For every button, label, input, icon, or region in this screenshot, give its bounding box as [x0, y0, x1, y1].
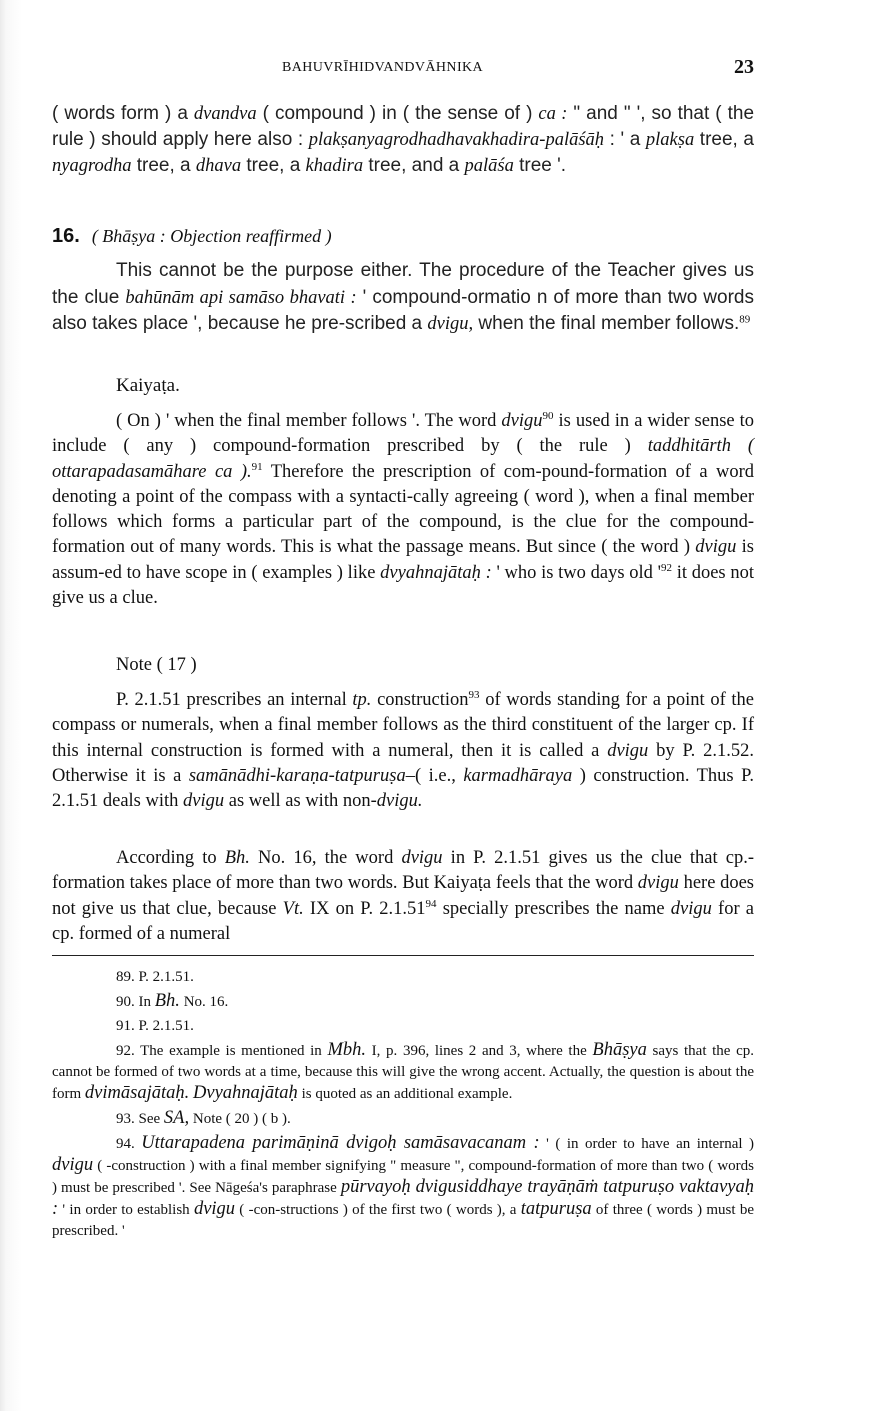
italic-term: tatpuruṣa [520, 1199, 592, 1219]
text-run: ) construction. Thus P. 2.1.51 deals with [52, 765, 754, 812]
italic-term: dvyahnajātaḥ : [380, 562, 492, 583]
section-number: 16. [52, 225, 80, 247]
italic-term: palāśa [464, 156, 514, 176]
text-run: here does not give us that clue, because [52, 873, 754, 919]
text-run: 89. P. 2.1.51. [116, 969, 194, 985]
text-run: P. 2.1.51 prescribes an internal [116, 690, 353, 710]
text-run: when the final member follows. [473, 313, 740, 334]
italic-term: dhava [195, 156, 242, 176]
italic-term: nyagrodha [52, 156, 132, 176]
text-run: No. 16, the word [249, 848, 402, 868]
italic-term: pūrvayoḥ dvigusiddhaye trayāṇāṁ tatpuruṣo vaktavyaḥ : [52, 1177, 755, 1219]
paragraph-bhasya [52, 258, 754, 338]
paragraph-note-1 [52, 688, 754, 814]
italic-term: tp. [352, 690, 372, 710]
text-run: is assum-ed to have scope in ( examples ) like [52, 537, 754, 583]
section-title: ( Bhāṣya : Objection reaffirmed ) [91, 226, 332, 246]
text-run: ' compound-ormatio n of more than two words also takes place ', because he pre-scribed a [52, 286, 754, 334]
text-run: of three ( words ) must be prescribed. ' [52, 1202, 754, 1239]
text-run: According to [116, 848, 225, 868]
italic-term: plakṣa [645, 130, 695, 150]
text-run: tree '. [513, 155, 567, 176]
footnote-ref: 92 [660, 561, 672, 574]
running-title: BAHUVRĪHIDVANDVĀHNIKA [282, 60, 484, 75]
italic-term: dvigu [695, 537, 737, 558]
italic-term: SA, [163, 1108, 190, 1128]
paragraph-continued [52, 101, 754, 179]
text-run: ' who is two days old ' [491, 562, 661, 583]
italic-term: dvandva [193, 104, 257, 124]
text-run: in P. 2.1.51 gives us the clue that cp.-formation takes place of more than two words. But Kaiyaṭa feels that the word [52, 848, 754, 894]
text-run: 92. The example is mentioned in [116, 1043, 328, 1059]
italic-term: dvigu [607, 740, 649, 761]
footnote-93 [52, 1108, 754, 1130]
italic-term: Dvyahnajātaḥ [193, 1083, 298, 1103]
paragraph-kaiyata [52, 409, 754, 611]
text-run: it does not give us a clue. [52, 562, 754, 609]
italic-term: ca : [538, 104, 568, 124]
text-run: 93. See [116, 1111, 164, 1127]
footnote-rule [52, 955, 754, 956]
text-run: as well as with non- [224, 791, 377, 812]
text-run: specially prescribes the name [436, 898, 671, 919]
footnote-ref: 93 [468, 688, 480, 701]
text-run: ( words form ) a [52, 103, 194, 124]
text-run: construction [371, 690, 469, 710]
italic-term: karmadhāraya [463, 765, 573, 786]
text-run: ( -con-structions ) of the first two ( words ), a [235, 1202, 521, 1218]
text-run: for a cp. formed of a numeral [52, 898, 754, 944]
italic-term: taddhitārth ( ottarapadasamāhare ca ). [52, 436, 754, 482]
italic-term: Bh. [154, 991, 180, 1011]
italic-term: dvigu [501, 411, 543, 431]
text-run: tree, a [241, 155, 306, 176]
text-run: ( On ) ' when the final member follows '. The word [116, 411, 502, 431]
text-run: ( -construction ) with a final member signifying " measure ", compound-formation of more than two ( words ) must be prescribed '. See Nāgeśa's paraphrase [52, 1158, 754, 1196]
italic-term: dvigu [193, 1199, 236, 1219]
italic-term: dvigu [52, 1155, 94, 1175]
italic-term: dvigu, [427, 314, 474, 334]
footnote-ref: 89 [739, 313, 751, 326]
text-run: IX on P. 2.1.51 [303, 898, 426, 919]
text-run: This cannot be the purpose either. The procedure of the Teacher gives us the clue [52, 260, 754, 308]
text-run: of words standing for a point of the compass or numerals, when a final member follows as the third constituent of the larger cp. If this internal construction is formed with a numeral, then it is called a [52, 690, 755, 761]
text-run: tree, and a [363, 155, 465, 176]
page-number: 23 [734, 56, 754, 78]
section-heading [52, 225, 754, 248]
footnote-ref: 91 [251, 460, 263, 473]
footnote-ref: 94 [425, 897, 437, 910]
italic-term: dvigu [637, 873, 679, 894]
text-run: –( i.e., [405, 765, 464, 786]
text-run: by P. 2.1.52. Otherwise it is a [52, 740, 754, 786]
footnotes [52, 967, 754, 1245]
italic-term: samānādhi-karaṇa-tatpuruṣa [188, 765, 406, 786]
footnote-ref: 90 [542, 409, 554, 422]
text-run: : ' a [604, 129, 646, 150]
italic-term: Bhāṣya [592, 1040, 647, 1060]
italic-term: dvigu [401, 848, 443, 868]
text-run: tree, a [131, 155, 196, 176]
text-run: No. 16. [179, 994, 229, 1010]
text-run: is quoted as an additional example. [297, 1086, 513, 1102]
italic-term: Vt. [282, 898, 304, 919]
italic-term: khadira [305, 156, 364, 176]
text-run: ( compound ) in ( the sense of ) [256, 103, 539, 124]
text-run: ' ( in order to have an internal ) [539, 1136, 755, 1152]
italic-term: dvigu [183, 791, 225, 812]
text-run: 91. P. 2.1.51. [116, 1018, 194, 1034]
footnote-94 [52, 1133, 754, 1242]
text-run: ' in order to establish [58, 1202, 194, 1218]
kaiyata-heading: Kaiyaṭa. [116, 375, 180, 396]
italic-term: dvigu [670, 898, 712, 919]
footnote-90 [52, 991, 754, 1013]
text-run: says that the cp. cannot be formed of two words at a time, because this will give the wrong accent. Actually, the question is about the form [52, 1043, 755, 1102]
footnote-89 [52, 967, 754, 988]
italic-term: Uttarapadena parimāṇinā dvigoḥ samāsavacanam : [141, 1133, 540, 1153]
text-run: 94. [116, 1136, 142, 1152]
text-run: I, p. 396, lines 2 and 3, where the [366, 1043, 593, 1059]
text-run: tree, a [694, 129, 754, 150]
italic-term: bahūnām api samāso bhavati : [125, 287, 357, 308]
footnote-92 [52, 1040, 754, 1105]
italic-term: Bh. [224, 848, 250, 868]
italic-term: Mbh. [327, 1040, 367, 1060]
text-run: Therefore the prescription of com-pound-formation of a word denoting a point of the compass with a syntacti-cally agreeing ( word ), when a final member follows which forms a particular part of the compound, is the clue for the compound-formation out of many words. This is what the passage means. But since ( the word ) [52, 461, 754, 558]
page-header [52, 58, 754, 82]
text-run: 90. In [116, 994, 155, 1010]
italic-term: dvigu. [376, 791, 423, 812]
italic-term: plakṣanyagrodhadhavakhadira-palāśāḥ [308, 130, 605, 150]
italic-term: dvimāsajātaḥ. [84, 1083, 190, 1103]
text-run: is used in a wider sense to include ( any ) compound-formation prescribed by ( the rule ) [52, 411, 754, 457]
text-run: Note ( 20 ) ( b ). [189, 1111, 291, 1127]
note-heading: Note ( 17 ) [116, 655, 197, 675]
footnote-91 [52, 1016, 754, 1037]
scan-shadow [0, 0, 30, 1411]
paragraph-note-2 [52, 846, 754, 947]
text-run: " and " ', so that ( the rule ) should apply here also : [52, 103, 755, 150]
